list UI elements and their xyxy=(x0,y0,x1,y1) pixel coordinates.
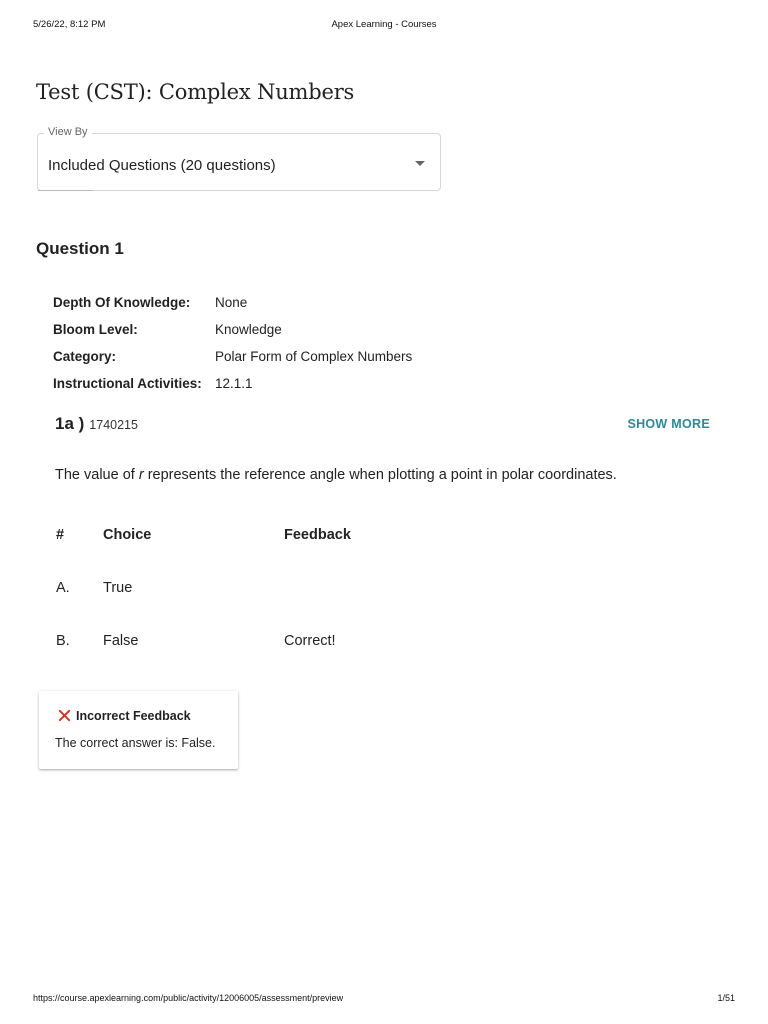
meta-label: Category: xyxy=(53,349,117,364)
meta-label: Depth Of Knowledge: xyxy=(53,295,191,310)
choice-feedback: Correct! xyxy=(284,633,336,649)
meta-value: Knowledge xyxy=(215,322,282,337)
page-title: Test (CST): Complex Numbers xyxy=(36,80,355,104)
meta-row-bloom xyxy=(53,316,412,343)
choices-header-row xyxy=(56,527,716,549)
print-page-title: Apex Learning - Courses xyxy=(331,19,437,30)
view-by-value: Included Questions (20 questions) xyxy=(48,157,276,174)
meta-label: Bloom Level: xyxy=(53,322,138,337)
sub-question-heading xyxy=(55,414,138,434)
table-row xyxy=(56,633,716,655)
print-url: https://course.apexlearning.com/public/activity/12006005/assessment/preview xyxy=(33,993,344,1003)
meta-value: Polar Form of Complex Numbers xyxy=(215,349,413,364)
print-page-number: 1/51 xyxy=(717,993,735,1003)
sub-question-number: 1a ) xyxy=(55,414,85,433)
meta-row-activities xyxy=(53,370,412,397)
close-icon xyxy=(57,708,72,723)
incorrect-feedback-text: The correct answer is: False. xyxy=(55,736,216,750)
choice-letter: A. xyxy=(56,580,70,596)
choice-text: True xyxy=(103,580,133,596)
question-text-after: represents the reference angle when plotting a point in polar coordinates. xyxy=(143,467,617,483)
table-row xyxy=(56,580,716,602)
view-by-label: View By xyxy=(44,126,92,138)
header-choice: Choice xyxy=(103,527,152,543)
incorrect-feedback-heading: Incorrect Feedback xyxy=(76,708,191,723)
choices-table xyxy=(56,527,716,655)
choice-letter: B. xyxy=(56,633,70,649)
question-text-before: The value of xyxy=(55,467,139,483)
meta-row-depth xyxy=(53,289,412,316)
question-metadata xyxy=(53,289,412,397)
meta-value: None xyxy=(215,295,248,310)
sub-question-id: 1740215 xyxy=(89,418,138,432)
header-feedback: Feedback xyxy=(284,527,351,543)
print-footer xyxy=(33,993,735,1005)
print-date: 5/26/22, 8:12 PM xyxy=(33,19,106,30)
show-more-button[interactable]: SHOW MORE xyxy=(627,417,710,431)
header-number: # xyxy=(56,527,65,543)
view-by-select[interactable] xyxy=(37,126,441,191)
print-header xyxy=(33,19,735,31)
question-variable: r xyxy=(138,467,144,483)
question-text xyxy=(55,467,617,483)
question-heading: Question 1 xyxy=(36,239,124,258)
incorrect-feedback-title xyxy=(57,708,191,723)
choice-text: False xyxy=(103,633,139,649)
caret-down-icon xyxy=(415,161,425,166)
select-underline xyxy=(38,190,93,191)
meta-label: Instructional Activities: xyxy=(53,376,202,391)
meta-row-category xyxy=(53,343,412,370)
meta-value: 12.1.1 xyxy=(215,376,253,391)
incorrect-feedback-card xyxy=(39,691,238,769)
